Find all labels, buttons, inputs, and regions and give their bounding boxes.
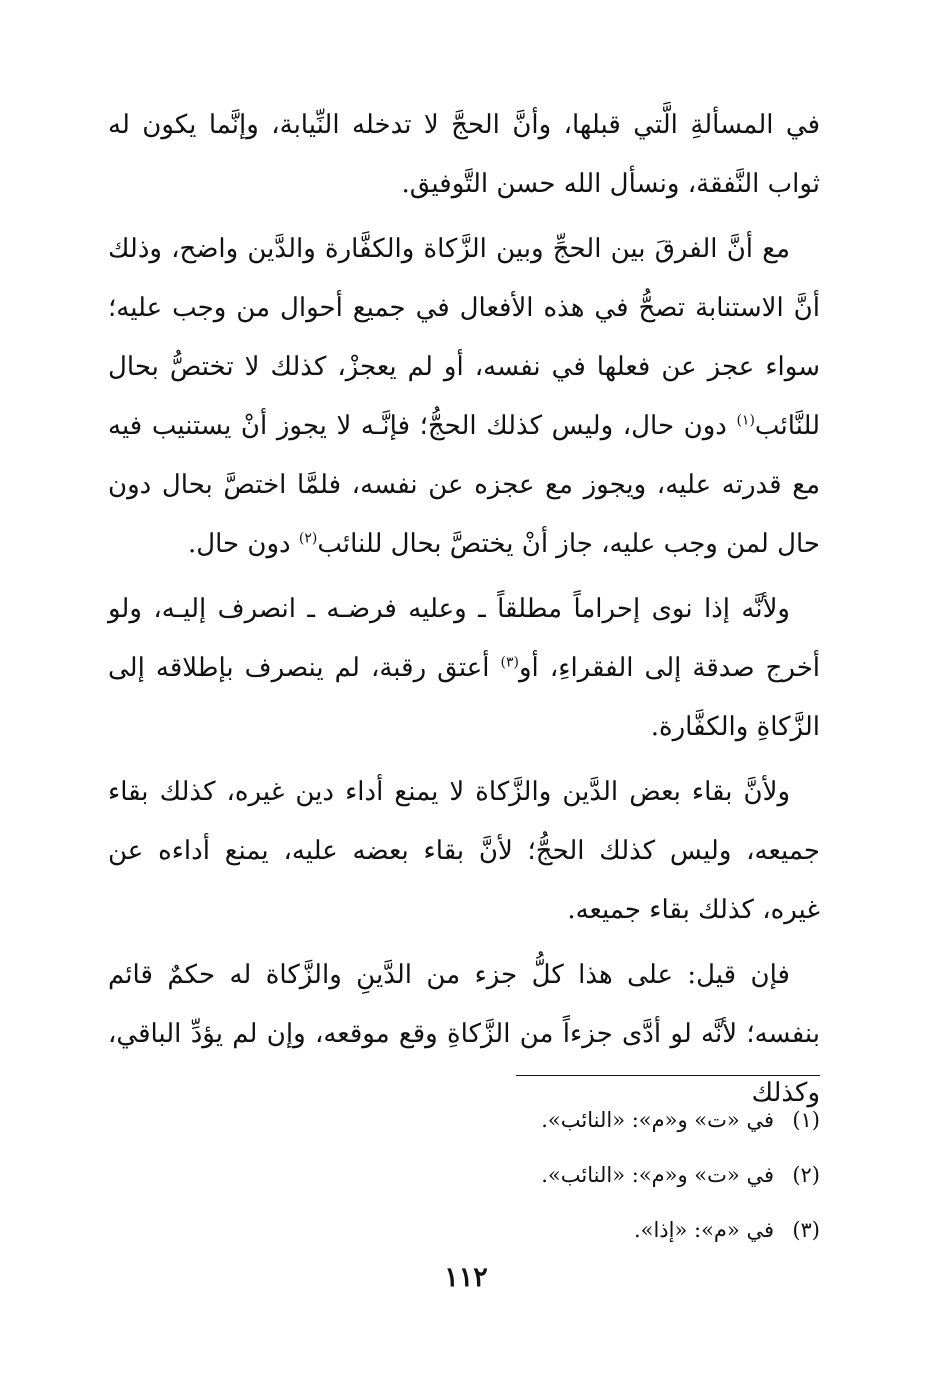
footnote-reference: (١): [736, 412, 755, 429]
paragraph: [108, 580, 820, 757]
footnote-reference: (٢): [298, 530, 318, 547]
footnotes: [300, 1093, 820, 1258]
paragraph: [108, 763, 820, 940]
footnote-divider: [516, 1075, 820, 1076]
footnote-reference: (٣): [500, 654, 519, 671]
paragraph: [108, 96, 820, 214]
footnote: [300, 1203, 820, 1258]
footnote-text: في «ت» و«م»: «النائب».: [541, 1108, 774, 1132]
text-segment: دون حال، وليس كذلك الحجُّ؛ فإنَّـه لا يجوز أنْ يستنيب فيه مع قدرته عليه، ويجوز مع عجزه عن نفسه، فلمَّا اختصَّ بحال دون حال لمن وجب عليه، جاز أنْ يختصَّ بحال للنائب: [108, 411, 820, 559]
text-segment: ولأنَّ بقاء بعض الدَّين والزَّكاة لا يمنع أداء دين غيره، كذلك بقاء جميعه، وليس كذلك الحجُّ؛ لأنَّ بقاء بعضه عليه، يمنع أداءه عن غيره، كذلك بقاء جميعه.: [108, 777, 820, 925]
footnote: [300, 1148, 820, 1203]
footnote: [300, 1093, 820, 1148]
footnote-text: في «م»: «إذا».: [633, 1218, 774, 1242]
text-segment: أعتق رقبة، لم ينصرف بإطلاقه إلى الزَّكاةِ والكفَّارة.: [108, 653, 820, 742]
text-segment: ولأنَّه إذا نوى إحراماً مطلقاً ـ وعليه فرضـه ـ انصرف إليـه، ولو أخرج صدقة إلى الفقراءِ، أو: [108, 594, 821, 683]
page-number: ١١٢: [444, 1262, 488, 1293]
text-segment: دون حال.: [187, 529, 299, 559]
main-text: [108, 96, 820, 1129]
footnote-number: (٢): [792, 1163, 820, 1187]
footnote-number: (١): [792, 1108, 820, 1132]
footnote-number: (٣): [792, 1218, 820, 1242]
footnote-text: في «ت» و«م»: «النائب».: [541, 1163, 774, 1187]
text-segment: في المسألةِ الَّتي قبلها، وأنَّ الحجَّ لا تدخله النِّيابة، وإنَّما يكون له ثواب النَّفقة، ونسأل الله حسن التَّوفيق.: [108, 110, 820, 199]
text-segment: فإن قيل: على هذا كلُّ جزء من الدَّينِ والزَّكاة له حكمٌ قائم بنفسه؛ لأنَّه لو أدَّى جزءاً من الزَّكاةِ وقع موقعه، وإن لم يؤدِّ الباقي، وكذلك: [108, 960, 820, 1108]
text-segment: مع أنَّ الفرقَ بين الحجِّ وبين الزَّكاة والكفَّارة والدَّين واضح، وذلك أنَّ الاستنابة تصحُّ في هذه الأفعال في جميع أحوال من وجب عليه؛ سواء عجز عن فعلها في نفسه، أو لم يعجزْ، كذلك لا تختصُّ بحال للنَّائب: [108, 234, 820, 441]
paragraph: [108, 220, 820, 574]
